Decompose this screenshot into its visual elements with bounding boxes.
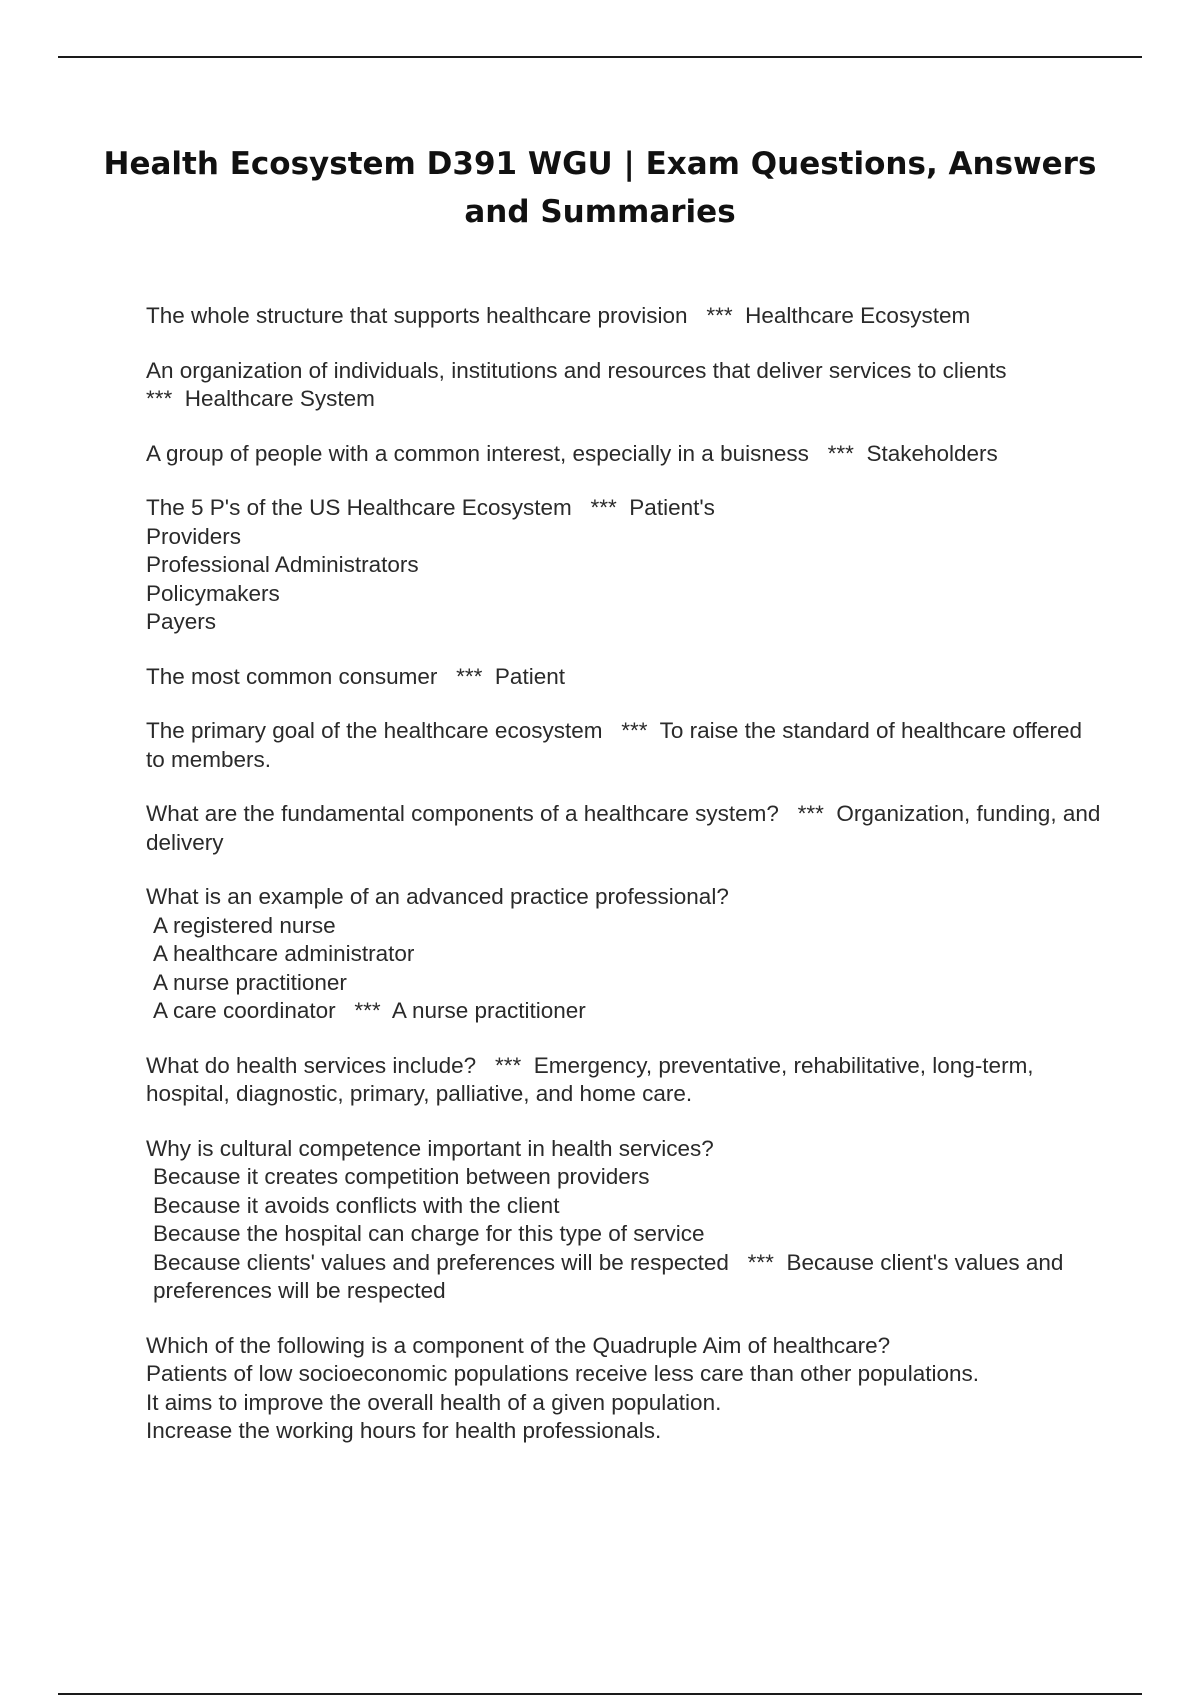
option-line: A nurse practitioner — [153, 969, 347, 995]
page-title: Health Ecosystem D391 WGU | Exam Questions, Answers and Summaries — [103, 146, 1097, 230]
text-line: It aims to improve the overall health of a given population. — [146, 1389, 722, 1415]
question-text: What do health services include? — [146, 1052, 477, 1078]
answer-line: Payers — [146, 609, 217, 634]
question-text: What is an example of an advanced practice professional? — [146, 884, 729, 909]
option-line: Because it creates competition between providers — [153, 1164, 650, 1189]
separator: *** — [621, 718, 648, 743]
answer-text: A nurse practitioner — [391, 998, 586, 1023]
qa-item — [146, 800, 1106, 857]
option-line: A healthcare administrator — [153, 941, 415, 966]
answer-text: Patient's — [629, 495, 715, 520]
question-text: Why is cultural competence important in health services? — [146, 1135, 714, 1161]
answer-text: Healthcare Ecosystem — [745, 303, 971, 328]
question-text: What are the fundamental components of a healthcare system? — [146, 801, 779, 826]
top-rule — [58, 56, 1142, 58]
question-text: Which of the following is a component of the Quadruple Aim of healthcare? — [146, 1332, 891, 1358]
answer-text: Patient — [494, 663, 565, 689]
qa-item — [146, 1332, 1106, 1446]
qa-item — [146, 357, 1106, 414]
separator: *** — [797, 801, 824, 826]
qa-item — [146, 440, 1106, 469]
bottom-rule — [58, 1693, 1142, 1695]
separator: *** — [590, 495, 617, 520]
separator: *** — [146, 386, 173, 411]
text-line: Increase the working hours for health professionals. — [146, 1418, 662, 1443]
qa-item — [146, 663, 1106, 692]
question-text: The most common consumer — [146, 663, 438, 689]
option-line: Because it avoids conflicts with the client — [153, 1192, 560, 1218]
text-line: Patients of low socioeconomic populations receive less care than other populations. — [146, 1361, 979, 1386]
answer-line: Policymakers — [146, 580, 280, 606]
answer-text: Healthcare System — [184, 386, 375, 411]
separator: *** — [706, 303, 733, 328]
question-text: The whole structure that supports healthcare provision — [146, 303, 688, 328]
answer-text: Because client's values and preferences will be respected — [153, 1249, 1070, 1303]
separator: *** — [456, 663, 483, 689]
answer-text: Emergency, preventative, rehabilitative, long-term, hospital, diagnostic, primary, palliative, and home care. — [146, 1052, 1040, 1106]
option-line-last — [146, 997, 1106, 1026]
answer-text: Organization, funding, and delivery — [146, 801, 1107, 855]
answer-text: To raise the standard of healthcare offered to members. — [146, 718, 1089, 772]
qa-item — [146, 1052, 1106, 1109]
separator: *** — [747, 1249, 774, 1275]
qa-item — [146, 883, 1106, 1026]
option-line-last — [146, 1249, 1106, 1306]
option-text: A care coordinator — [153, 998, 336, 1023]
question-text: An organization of individuals, institutions and resources that deliver services to clients — [146, 357, 1007, 383]
option-line: A registered nurse — [153, 912, 336, 938]
answer-text: Stakeholders — [866, 440, 998, 466]
qa-item — [146, 302, 1106, 331]
answer-line: Providers — [146, 523, 242, 549]
question-text: A group of people with a common interest, especially in a buisness — [146, 440, 809, 466]
question-text: The primary goal of the healthcare ecosystem — [146, 718, 603, 743]
qa-item — [146, 717, 1106, 774]
separator: *** — [354, 998, 381, 1023]
separator: *** — [494, 1052, 522, 1078]
answer-line: Professional Administrators — [146, 552, 419, 577]
qa-item — [146, 494, 1106, 637]
qa-item — [146, 1135, 1106, 1306]
option-text: Because clients' values and preferences will be respected — [153, 1249, 729, 1275]
option-line: Because the hospital can charge for this type of service — [153, 1221, 705, 1246]
separator: *** — [827, 440, 854, 466]
question-text: The 5 P's of the US Healthcare Ecosystem — [146, 495, 572, 520]
qa-list — [146, 302, 1106, 1472]
